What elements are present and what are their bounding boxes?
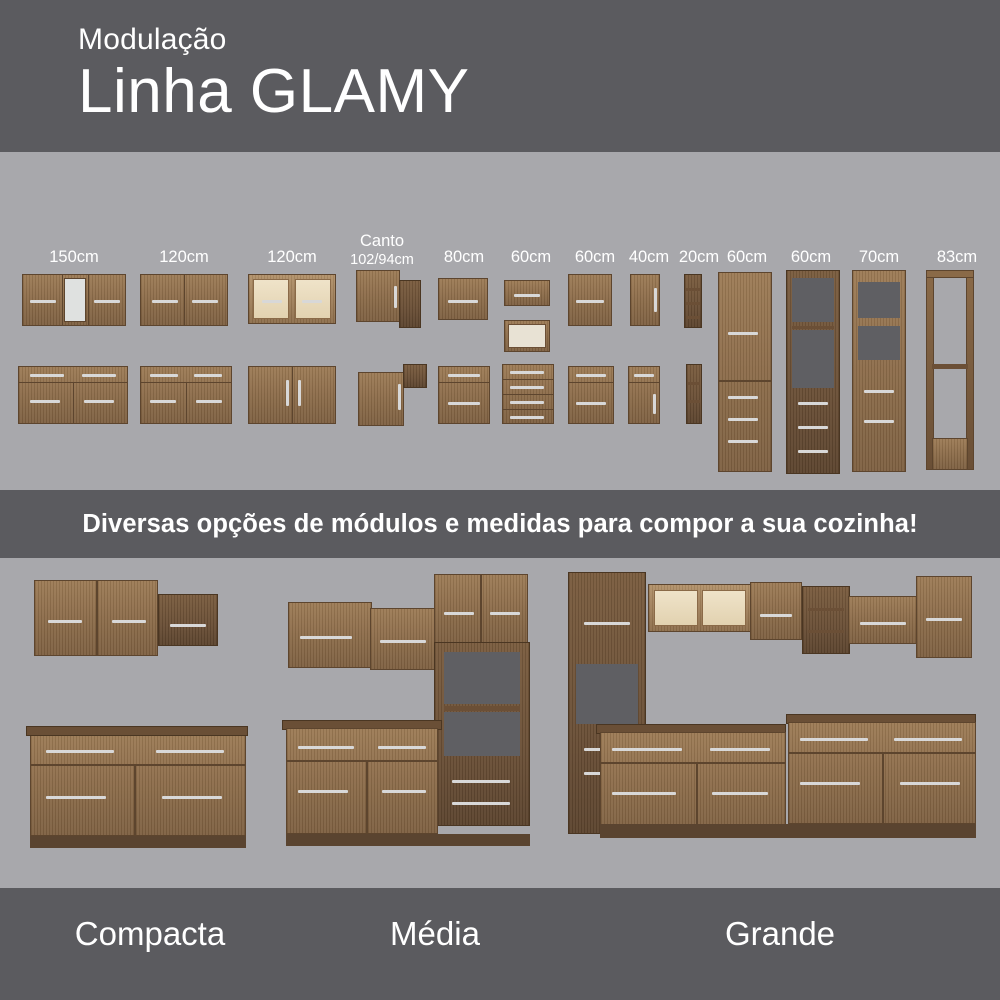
module-balcao-20cm[interactable] <box>686 364 702 424</box>
module-size-labels <box>0 152 1000 268</box>
module-label-canto-line1: Canto <box>359 232 405 250</box>
handle <box>48 620 82 623</box>
module-torre-70cm[interactable] <box>852 270 906 472</box>
handle <box>82 374 116 377</box>
kitchens-band <box>0 558 1000 888</box>
module-aereo-vidro-120cm[interactable] <box>248 274 336 324</box>
module-label-60cm-c: 60cm <box>726 248 768 266</box>
handle <box>452 802 510 805</box>
module-balcao-120cm-portas[interactable] <box>248 366 336 424</box>
modules-band <box>0 152 1000 490</box>
handle <box>444 612 474 615</box>
nicho <box>444 652 520 704</box>
handle <box>286 380 289 406</box>
glass-panel <box>253 279 289 319</box>
handle <box>576 374 606 377</box>
module-label-canto <box>336 232 428 270</box>
glass-panel <box>295 279 331 319</box>
nicho-interior <box>508 324 546 348</box>
handle <box>728 440 758 443</box>
handle <box>510 416 544 419</box>
handle <box>84 400 114 403</box>
header <box>0 0 1000 152</box>
module-aereo-canto[interactable] <box>356 270 422 330</box>
module-aereo-60cm-basculante[interactable] <box>504 280 550 306</box>
module-nicho-60cm[interactable] <box>504 320 550 352</box>
module-balcao-120cm[interactable] <box>140 366 232 424</box>
handle <box>112 620 146 623</box>
handle <box>156 750 224 753</box>
banner <box>0 490 1000 558</box>
glass-panel <box>702 590 746 626</box>
module-label-40cm: 40cm <box>628 248 670 266</box>
handle <box>192 300 218 303</box>
handle <box>170 624 206 627</box>
glass-door <box>64 278 86 322</box>
base <box>600 824 976 838</box>
handle <box>262 300 282 303</box>
handle <box>712 792 768 795</box>
handle <box>398 384 401 410</box>
handle <box>300 636 352 639</box>
handle <box>194 374 222 377</box>
handle <box>302 300 322 303</box>
module-label-60cm-b: 60cm <box>574 248 616 266</box>
handle <box>710 748 770 751</box>
handle <box>612 748 682 751</box>
kitchen-label-grande: Grande <box>724 915 836 952</box>
handle <box>448 402 480 405</box>
handle <box>634 374 654 377</box>
handle <box>510 386 544 389</box>
handle <box>298 380 301 406</box>
handle <box>94 300 120 303</box>
module-label-120cm-b: 120cm <box>267 248 317 266</box>
handle <box>760 614 792 617</box>
handle <box>894 738 962 741</box>
module-label-60cm-a: 60cm <box>510 248 552 266</box>
nicho <box>576 664 638 724</box>
handle <box>490 612 520 615</box>
module-balcao-150cm[interactable] <box>18 366 128 424</box>
module-aereo-40cm[interactable] <box>630 274 660 326</box>
glass-panel <box>654 590 698 626</box>
handle <box>728 418 758 421</box>
handle <box>728 332 758 335</box>
nicho-inferior <box>858 326 900 360</box>
footer <box>0 888 1000 1000</box>
module-aereo-20cm[interactable] <box>684 274 702 328</box>
handle <box>510 401 544 404</box>
handle <box>380 640 426 643</box>
handle <box>612 792 676 795</box>
nicho <box>444 712 520 756</box>
handle <box>576 402 606 405</box>
module-label-120cm-a: 120cm <box>159 248 209 266</box>
module-label-83cm: 83cm <box>936 248 978 266</box>
module-gaveteiro-60cm[interactable] <box>502 364 554 424</box>
handle <box>382 790 426 793</box>
handle <box>150 374 178 377</box>
handle <box>728 396 758 399</box>
handle <box>30 374 64 377</box>
handle <box>798 402 828 405</box>
handle <box>800 738 868 741</box>
handle <box>584 622 630 625</box>
kitchen-compacta[interactable] <box>22 580 268 860</box>
handle <box>452 780 510 783</box>
module-aereo-150cm[interactable] <box>22 274 126 326</box>
kitchen-label-compacta: Compacta <box>74 915 226 952</box>
handle <box>864 420 894 423</box>
handle <box>514 294 540 297</box>
module-label-70cm: 70cm <box>858 248 900 266</box>
handle <box>654 288 657 312</box>
module-torre-60cm-a[interactable] <box>718 272 772 472</box>
handle <box>800 782 860 785</box>
handle <box>46 750 114 753</box>
handle <box>510 371 544 374</box>
handle <box>298 790 348 793</box>
handle <box>196 400 222 403</box>
handle <box>926 618 962 621</box>
kitchen-label-media: Média <box>390 915 480 952</box>
kitchen-media[interactable] <box>282 574 544 864</box>
handle <box>30 400 60 403</box>
handle <box>378 746 426 749</box>
module-label-20cm: 20cm <box>678 248 720 266</box>
header-subtitle: Modulação <box>78 23 227 56</box>
handle <box>448 374 480 377</box>
handle <box>798 450 828 453</box>
handle <box>653 394 656 414</box>
forno-space <box>792 330 834 388</box>
banner-text: Diversas opções de módulos e medidas para compor a sua cozinha! <box>82 509 918 538</box>
module-label-60cm-d: 60cm <box>790 248 832 266</box>
handle <box>162 796 222 799</box>
module-label-80cm: 80cm <box>443 248 485 266</box>
handle <box>46 796 106 799</box>
handle <box>150 400 176 403</box>
handle <box>900 782 960 785</box>
handle <box>298 746 354 749</box>
handle <box>860 622 906 625</box>
base <box>286 834 530 846</box>
module-aereo-60cm[interactable] <box>568 274 612 326</box>
module-balcao-60cm[interactable] <box>568 366 614 424</box>
header-title: Linha GLAMY <box>78 57 470 126</box>
handle <box>864 390 894 393</box>
handle <box>798 426 828 429</box>
module-label-canto-line2: 102/94cm <box>350 252 414 268</box>
module-torre-83cm[interactable] <box>926 270 974 470</box>
handle <box>394 286 397 308</box>
module-torre-60cm-b[interactable] <box>786 270 840 474</box>
module-aereo-120cm[interactable] <box>140 274 228 326</box>
handle <box>448 300 478 303</box>
base <box>30 836 246 848</box>
microondas-space <box>792 278 834 322</box>
module-balcao-canto[interactable] <box>358 364 428 426</box>
handle <box>30 300 56 303</box>
countertop <box>26 726 248 736</box>
nicho-superior <box>858 282 900 318</box>
kitchen-grande[interactable] <box>560 572 980 868</box>
handle <box>576 300 604 303</box>
module-aereo-80cm[interactable] <box>438 278 488 320</box>
handle <box>152 300 178 303</box>
module-balcao-80cm[interactable] <box>438 366 490 424</box>
module-label-150cm: 150cm <box>49 248 99 266</box>
module-balcao-40cm[interactable] <box>628 366 660 424</box>
